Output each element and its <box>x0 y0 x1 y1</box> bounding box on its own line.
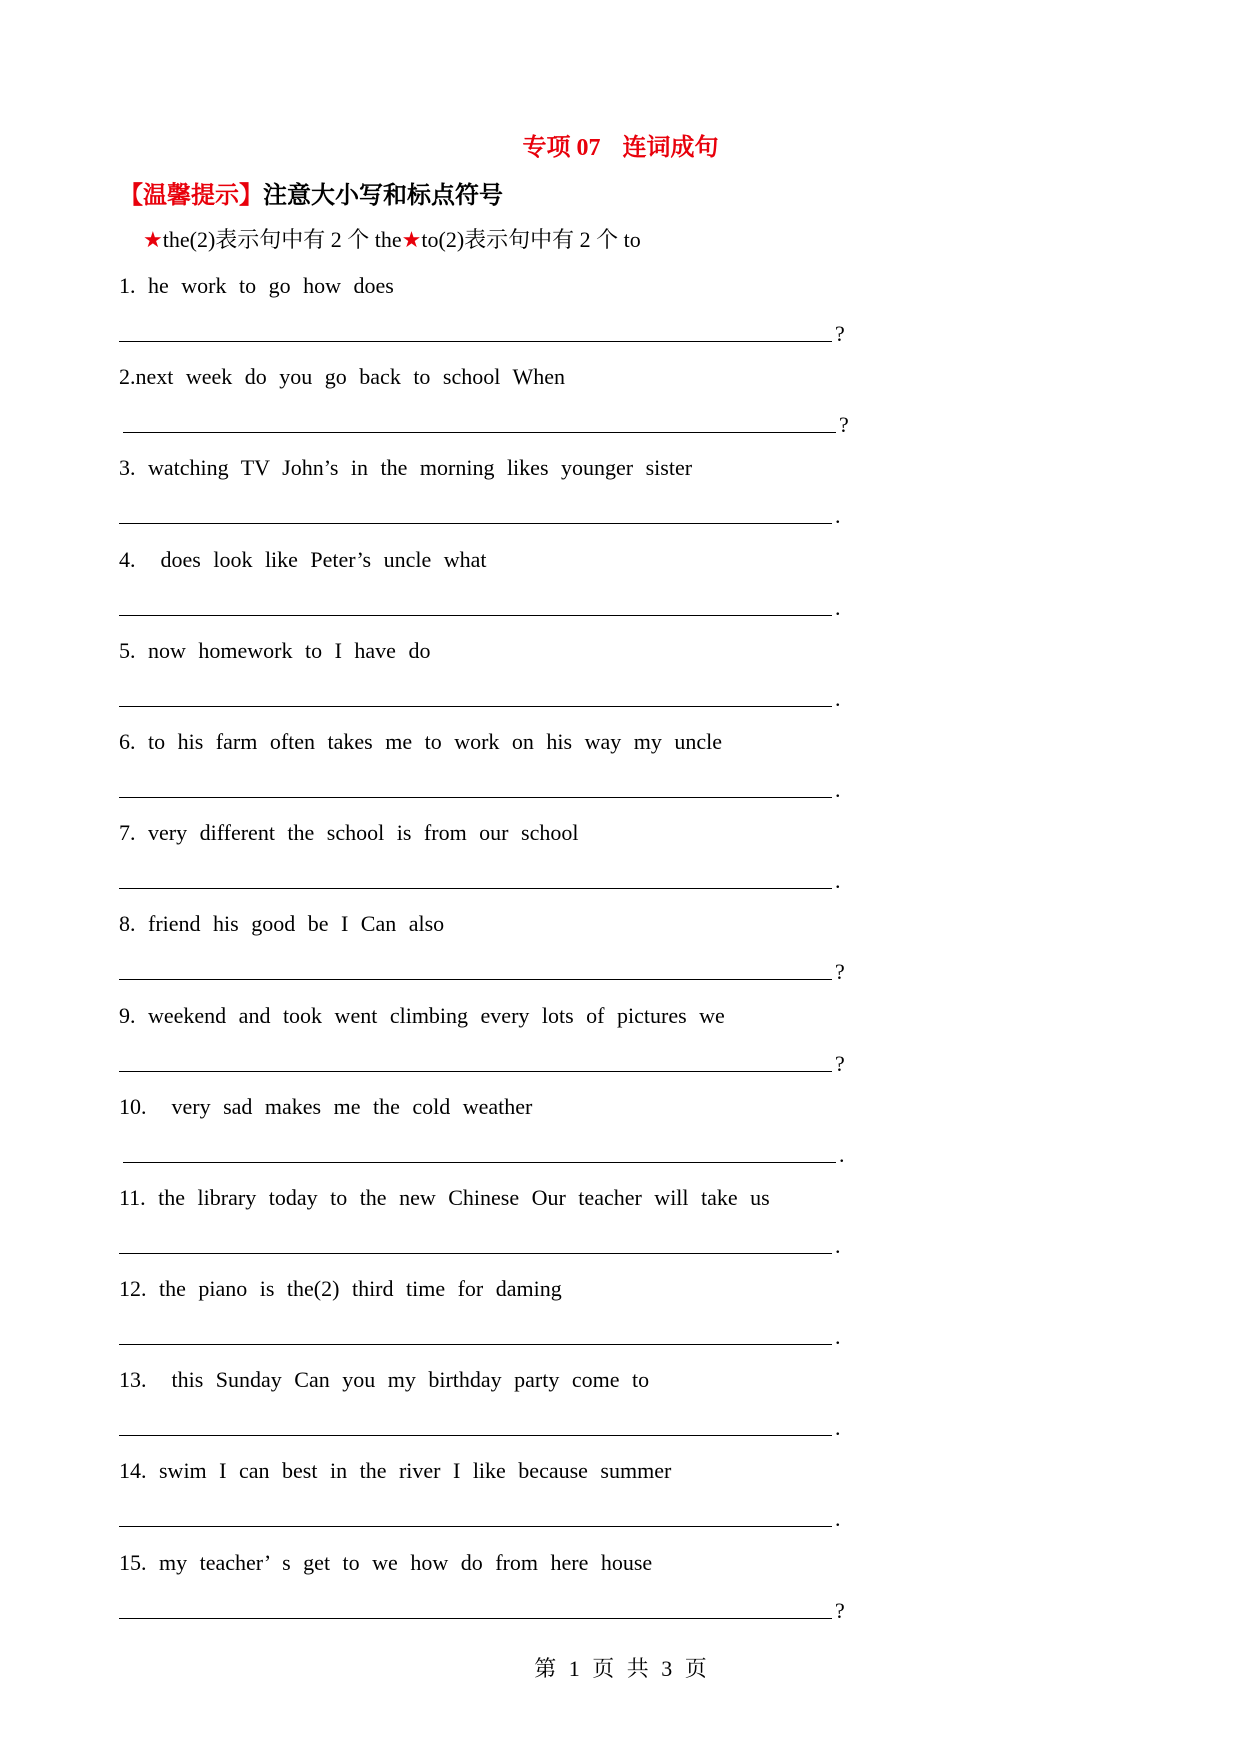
question-item <box>119 727 859 818</box>
question-prompt: 11. the library today to the new Chinese Our teacher will take us <box>119 1184 770 1210</box>
answer-row <box>119 1589 859 1623</box>
title-name: 连词成句 <box>622 135 719 161</box>
question-item <box>119 1001 859 1092</box>
answer-row <box>119 1406 859 1441</box>
question-item <box>119 909 859 1000</box>
answer-blank-line <box>119 1315 832 1345</box>
answer-row <box>119 1133 859 1167</box>
question-prompt: 6. to his farm often takes me to work on his way my uncle <box>119 728 723 754</box>
star-icon: ★ <box>143 227 163 252</box>
answer-blank-line <box>119 1589 832 1619</box>
question-prompt: 3. watching TV John’s in the morning likes younger sister <box>119 455 693 481</box>
note-to: to(2)表示句中有 2 个 to <box>421 227 641 252</box>
question-prompt: 15. my teacher’ s get to we how do from here house <box>119 1549 653 1575</box>
answer-row <box>119 677 859 711</box>
question-item <box>119 1548 859 1639</box>
answer-blank-line <box>119 312 832 342</box>
question-item <box>119 453 859 544</box>
answer-blank-line <box>119 950 832 980</box>
answer-row <box>119 1224 859 1258</box>
answer-punctuation: . <box>835 594 841 620</box>
answer-blank-line <box>123 1133 836 1163</box>
answer-blank-line <box>119 859 832 889</box>
question-item <box>119 1092 859 1183</box>
question-prompt: 7. very different the school is from our school <box>119 820 579 846</box>
answer-blank-line <box>119 1497 832 1527</box>
title-code: 专项 07 <box>522 135 601 161</box>
answer-punctuation: . <box>835 1415 841 1441</box>
answer-punctuation: . <box>835 685 841 711</box>
answer-punctuation: ? <box>835 1050 845 1076</box>
answer-blank-line <box>119 1406 832 1436</box>
answer-punctuation: . <box>835 1324 841 1350</box>
answer-blank-line <box>119 494 832 524</box>
question-list <box>119 271 859 1639</box>
answer-punctuation: . <box>835 503 841 529</box>
question-prompt: 9. weekend and took went climbing every lots of pictures we <box>119 1002 725 1028</box>
answer-row <box>119 312 859 346</box>
answer-blank-line <box>123 403 836 433</box>
question-prompt: 5. now homework to I have do <box>119 637 431 663</box>
answer-punctuation: ? <box>835 959 845 985</box>
answer-row <box>119 1497 859 1532</box>
question-item <box>119 362 859 453</box>
answer-row <box>119 859 859 894</box>
note-the: the(2)表示句中有 2 个 the <box>162 227 402 252</box>
answer-punctuation: . <box>835 1506 841 1532</box>
answer-blank-line <box>119 677 832 707</box>
question-item <box>119 1274 859 1365</box>
answer-row <box>119 1315 859 1350</box>
question-prompt: 4. does look like Peter’s uncle what <box>119 546 487 572</box>
answer-row <box>119 950 859 985</box>
answer-punctuation: . <box>839 1141 845 1167</box>
question-prompt: 1. he work to go how does <box>119 273 394 298</box>
star-icon: ★ <box>401 227 422 252</box>
tip-text: 注意大小写和标点符号 <box>263 183 503 209</box>
question-prompt: 10. very sad makes me the cold weather <box>119 1093 533 1119</box>
question-prompt: 14. swim I can best in the river I like because summer <box>119 1458 672 1484</box>
answer-punctuation: ? <box>839 412 849 438</box>
question-item <box>119 1365 859 1456</box>
question-item <box>119 271 859 362</box>
question-prompt: 12. the piano is the(2) third time for daming <box>119 1276 562 1302</box>
question-prompt: 2.next week do you go back to school When <box>119 364 566 390</box>
page-number: 第 1 页 共 3 页 <box>534 1656 707 1681</box>
answer-punctuation: ? <box>835 321 845 346</box>
answer-punctuation: . <box>835 776 841 802</box>
question-prompt: 8. friend his good be I Can also <box>119 911 445 937</box>
question-prompt: 13. this Sunday Can you my birthday party come to <box>119 1367 650 1393</box>
question-item <box>119 1183 859 1274</box>
page-title <box>0 133 1241 163</box>
question-item <box>119 818 859 909</box>
answer-blank-line <box>119 1042 832 1072</box>
answer-row <box>119 494 859 529</box>
question-item <box>119 636 859 727</box>
answer-blank-line <box>119 768 832 798</box>
answer-row <box>119 586 859 620</box>
answer-row <box>119 1042 859 1076</box>
answer-row <box>119 768 859 802</box>
question-item <box>119 1456 859 1547</box>
answer-row <box>119 403 859 438</box>
answer-blank-line <box>119 586 832 616</box>
answer-punctuation: . <box>835 1232 841 1258</box>
answer-punctuation: ? <box>835 1597 845 1623</box>
question-item <box>119 545 859 636</box>
tip-label: 【温馨提示】 <box>119 183 263 209</box>
instruction-note <box>143 225 641 255</box>
answer-punctuation: . <box>835 868 841 894</box>
answer-blank-line <box>119 1224 832 1254</box>
tip-line <box>119 181 503 211</box>
